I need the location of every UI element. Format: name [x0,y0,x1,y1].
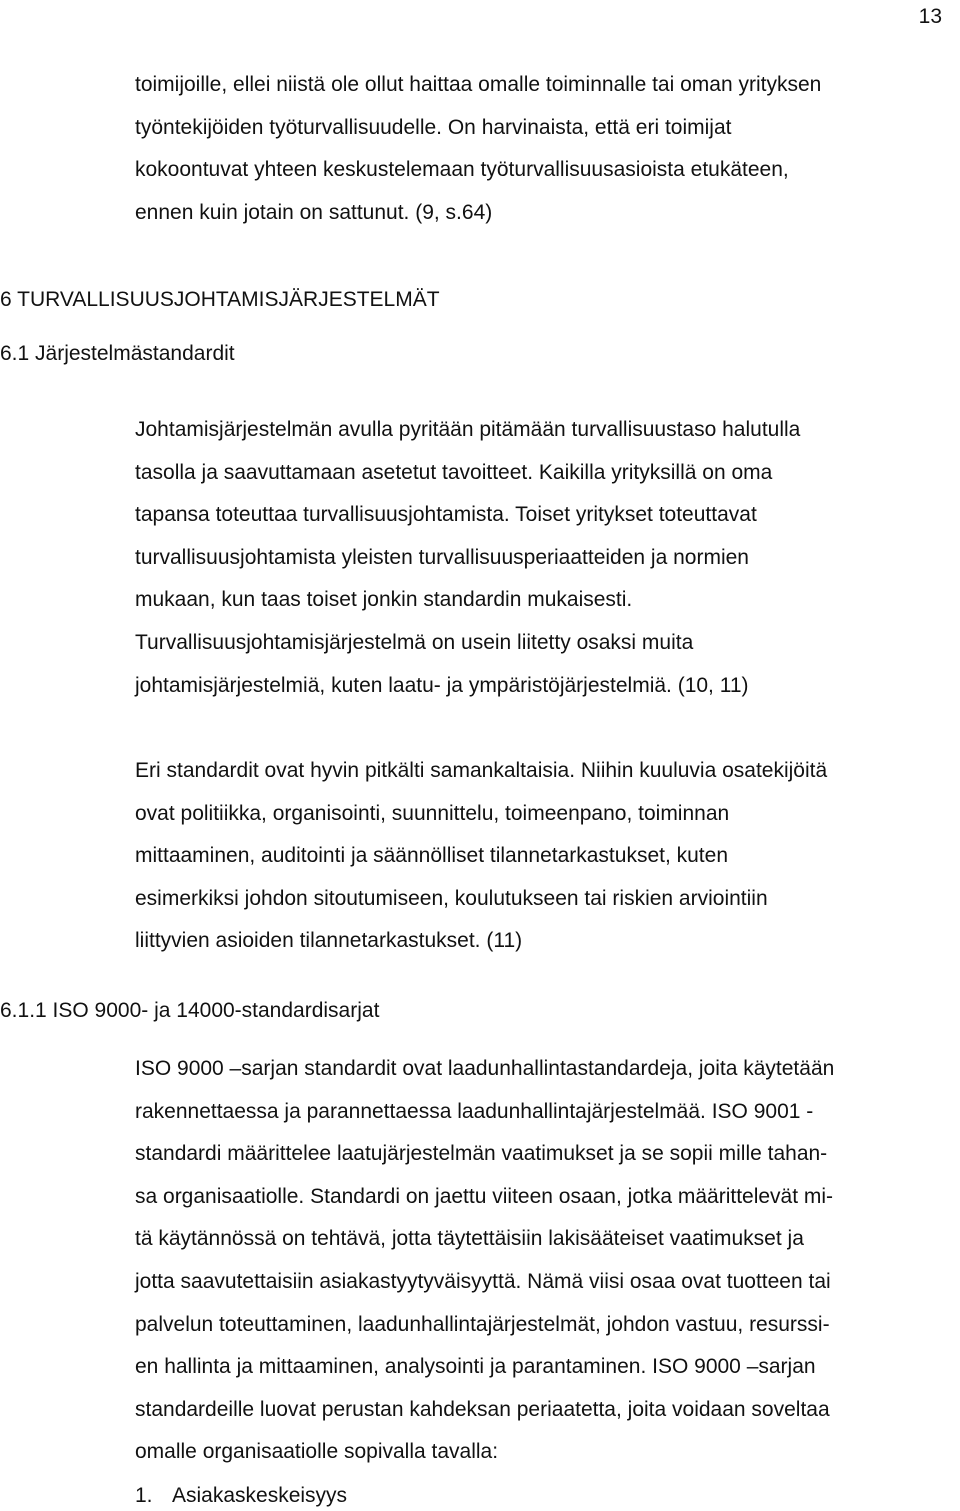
section-heading: 6.1 Järjestelmästandardit [0,342,235,365]
paragraph-line: mukaan, kun taas toiset jonkin standardin mukaisesti. [135,588,633,612]
intro-paragraph-line: kokoontuvat yhteen keskustelemaan työturvallisuusasioista etukäteen, [135,158,789,182]
paragraph-line: esimerkiksi johdon sitoutumiseen, koulutukseen tai riskien arviointiin [135,886,768,910]
paragraph-line: Johtamisjärjestelmän avulla pyritään pitämään turvallisuustaso halutulla [135,418,801,441]
paragraph-line: ISO 9000 –sarjan standardit ovat laadunhallintastandardeja, joita käytetään [135,1057,835,1080]
paragraph-line: en hallinta ja mittaaminen, analysointi ja parantaminen. ISO 9000 –sarjan [135,1355,816,1379]
list-item [135,1483,347,1509]
paragraph-line: tapansa toteuttaa turvallisuusjohtamista. Toiset yritykset toteuttavat [135,503,757,527]
paragraph-line: mittaaminen, auditointi ja säännölliset tilannetarkastukset, kuten [135,844,729,868]
paragraph-line: liittyvien asioiden tilannetarkastukset. (11) [135,929,523,953]
paragraph-line: turvallisuusjohtamista yleisten turvallisuusperiaatteiden ja normien [135,545,749,569]
list-item-number: 1. [135,1484,153,1507]
subsection-paragraph [135,1048,953,1474]
paragraph-line: jotta saavutettaisiin asiakastyytyväisyyttä. Nämä viisi osaa ovat tuotteen tai [135,1269,831,1293]
intro-paragraph-line: työntekijöiden työturvallisuudelle. On harvinaista, että eri toimijat [135,115,732,139]
intro-paragraph [135,64,953,234]
paragraph-line: palvelun toteuttaminen, laadunhallintajärjestelmät, johdon vastuu, resurssi- [135,1312,830,1336]
intro-paragraph-line: ennen kuin jotain on sattunut. (9, s.64) [135,200,493,224]
paragraph-line: Turvallisuusjohtamisjärjestelmä on usein liitetty osaksi muita [135,630,694,654]
paragraph-line: johtamisjärjestelmiä, kuten laatu- ja ympäristöjärjestelmiä. (10, 11) [135,673,749,697]
subsection-heading: 6.1.1 ISO 9000- ja 14000-standardisarjat [0,999,380,1022]
paragraph-line: tä käytännössä on tehtävä, jotta täytettäisiin lakisääteiset vaatimukset ja [135,1227,804,1251]
paragraph-line: rakennettaessa ja parannettaessa laadunhallintajärjestelmää. ISO 9001 - [135,1099,814,1123]
section-paragraph-2 [135,750,953,963]
list-item-text: Asiakaskeskeisyys [172,1484,348,1507]
paragraph-line: standardeille luovat perustan kahdeksan periaatetta, joita voidaan soveltaa [135,1397,830,1421]
paragraph-line: standardi määrittelee laatujärjestelmän vaatimukset ja se sopii mille tahan- [135,1142,828,1166]
paragraph-line: tasolla ja saavuttamaan asetetut tavoitteet. Kaikilla yrityksillä on oma [135,460,773,484]
chapter-heading: 6 TURVALLISUUSJOHTAMISJÄRJESTELMÄT [0,288,440,311]
page-number: 13 [918,5,942,28]
intro-paragraph-line: toimijoille, ellei niistä ole ollut haittaa omalle toiminnalle tai oman yrityksen [135,73,822,96]
section-paragraph-1 [135,409,953,707]
paragraph-line: omalle organisaatiolle sopivalla tavalla: [135,1440,499,1464]
paragraph-line: sa organisaatiolle. Standardi on jaettu viiteen osaan, jotka määrittelevät mi- [135,1184,834,1208]
paragraph-line: Eri standardit ovat hyvin pitkälti samankaltaisia. Niihin kuuluvia osatekijöitä [135,759,828,782]
paragraph-line: ovat politiikka, organisointi, suunnittelu, toimeenpano, toiminnan [135,801,730,825]
principles-list [135,1483,347,1509]
